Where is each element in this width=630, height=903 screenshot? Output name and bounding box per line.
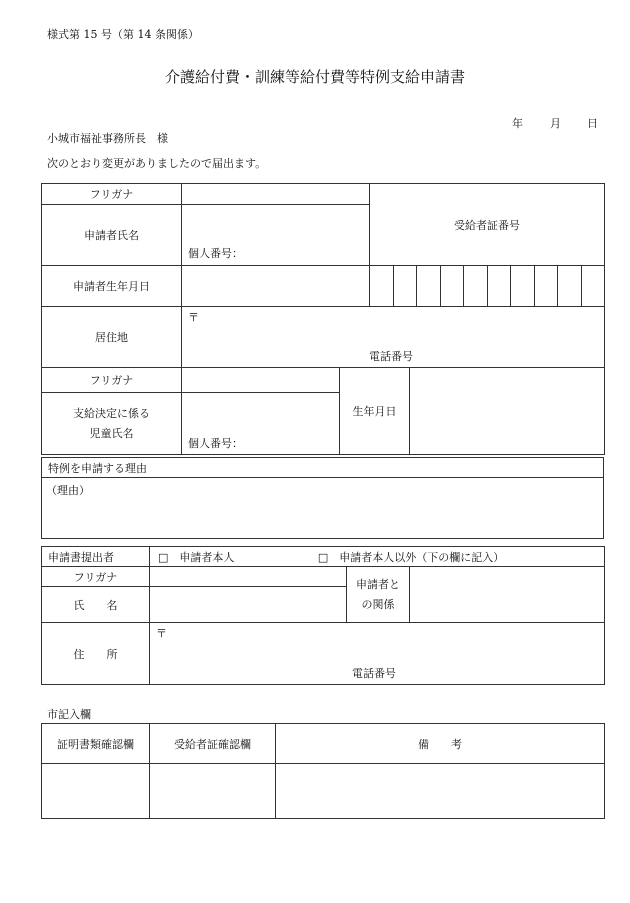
submitter-name-field[interactable]	[150, 587, 347, 623]
submitter-phone-label: 電話番号	[352, 667, 396, 680]
submitter-postal-mark: 〒	[156, 627, 167, 640]
cert-number-digits[interactable]	[370, 266, 605, 307]
submitter-address-label: 住 所	[42, 623, 150, 685]
child-personal-number-label: 個人番号：	[188, 437, 243, 450]
intro-text: 次のとおり変更がありましたので届出ます。	[47, 157, 267, 170]
child-name-label	[42, 393, 182, 455]
submitter-name-label: 氏 名	[42, 587, 150, 623]
submitter-table	[41, 546, 605, 685]
date-day: 日	[587, 117, 598, 130]
form-title: 介護給付費・訓練等給付費等特例支給申請書	[164, 68, 465, 86]
reason-heading: 特例を申請する理由	[42, 458, 604, 478]
digit-box[interactable]	[581, 266, 605, 306]
address-field[interactable]	[182, 307, 605, 368]
city-col-cert-docs: 証明書類確認欄	[42, 724, 150, 764]
digit-box[interactable]	[487, 266, 511, 306]
reason-field[interactable]	[42, 478, 604, 539]
applicant-birthdate-label: 申請者生年月日	[42, 266, 182, 307]
child-birthdate-field[interactable]	[410, 368, 605, 455]
city-col-remarks: 備 考	[276, 724, 605, 764]
date-year: 年	[512, 117, 523, 130]
applicant-name-field[interactable]	[182, 205, 370, 266]
child-furigana-label: フリガナ	[42, 368, 182, 393]
relation-field[interactable]	[410, 567, 605, 623]
city-col-cert-number: 受給者証確認欄	[150, 724, 276, 764]
digit-box[interactable]	[370, 266, 393, 306]
child-name-label-line2: 児童氏名	[89, 426, 134, 440]
submitter-heading: 申請書提出者	[42, 547, 150, 567]
digit-box[interactable]	[416, 266, 440, 306]
form-number: 様式第 15 号（第 14 条関係）	[47, 28, 199, 41]
option-other-checkbox[interactable]: □ 申請者本人以外（下の欄に記入）	[317, 550, 505, 564]
submitter-address-field[interactable]	[150, 623, 605, 685]
option-self-checkbox[interactable]: □ 申請者本人	[158, 550, 235, 564]
date-month: 月	[550, 117, 561, 130]
cert-number-label: 受給者証番号	[370, 184, 605, 266]
digit-box[interactable]	[557, 266, 581, 306]
digit-box[interactable]	[393, 266, 417, 306]
applicant-furigana-label: フリガナ	[42, 184, 182, 205]
applicant-table	[41, 183, 605, 455]
relation-label	[347, 567, 410, 623]
child-name-label-line1: 支給決定に係る	[73, 406, 150, 420]
reason-table	[41, 457, 604, 539]
relation-label-line1: 申請者と	[356, 577, 400, 591]
child-name-field[interactable]	[182, 393, 340, 455]
relation-label-line2: の関係	[361, 597, 395, 611]
applicant-furigana-field[interactable]	[182, 184, 370, 205]
digit-box[interactable]	[510, 266, 534, 306]
digit-box[interactable]	[440, 266, 464, 306]
applicant-personal-number-label: 個人番号：	[188, 247, 243, 260]
submitter-furigana-label: フリガナ	[42, 567, 150, 587]
city-remarks-field[interactable]	[276, 764, 605, 819]
city-heading: 市記入欄	[47, 708, 91, 721]
digit-box[interactable]	[463, 266, 487, 306]
applicant-name-label: 申請者氏名	[42, 205, 182, 266]
city-table	[41, 723, 605, 819]
address-postal-mark: 〒	[188, 311, 199, 324]
address-label: 居住地	[42, 307, 182, 368]
applicant-birthdate-field[interactable]	[182, 266, 370, 307]
child-birthdate-label: 生年月日	[340, 368, 410, 455]
submitter-options	[150, 547, 605, 567]
addressee: 小城市福祉事務所長 様	[47, 132, 168, 145]
city-cert-docs-field[interactable]	[42, 764, 150, 819]
reason-label: （理由）	[46, 484, 90, 497]
submitter-furigana-field[interactable]	[150, 567, 347, 587]
digit-box[interactable]	[534, 266, 558, 306]
address-phone-label: 電話番号	[369, 350, 413, 363]
city-cert-number-field[interactable]	[150, 764, 276, 819]
child-furigana-field[interactable]	[182, 368, 340, 393]
